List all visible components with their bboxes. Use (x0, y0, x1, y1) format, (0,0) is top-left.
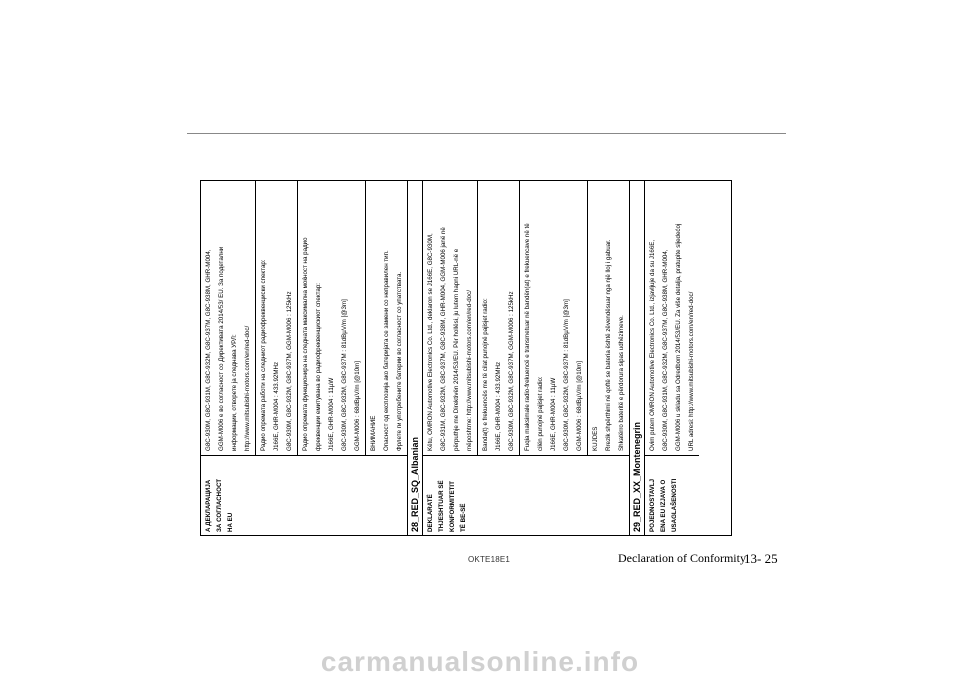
mk-body (201, 181, 407, 455)
text-line: GGM-M006 е во согласност со Директивата 2014/53/ EU. За подетални (218, 246, 225, 451)
sq-row (422, 181, 629, 535)
label-line: USAGLAŠENOSTI (671, 478, 678, 532)
label-line: THJESHTUAR SË (438, 480, 445, 532)
header-rule (187, 133, 786, 134)
text-line: J166E, GHR-M004 : 11µW (328, 377, 335, 451)
text-line: G8C-930M, G8C-931M, G8C-932M, G8C-937M, G8C-938M, GHR-M004, (205, 249, 212, 451)
mk-cell-caution (365, 181, 407, 455)
mk-cell-power (297, 181, 365, 455)
label-line: POJEDNOSTAVLJ (649, 478, 656, 532)
text-line: Banda(t) e frekuencës me të cilat punojnë pajisjet radio: (482, 298, 489, 451)
text-line: J166E, GHR-M004 : 433.92MHz (495, 361, 502, 451)
label-line: TË BE-SË (460, 503, 467, 532)
text-line: G8C-930M, G8C-932M, G8C-937M : 81dBµV/m [@3m] (341, 299, 348, 451)
text-line: G8C-930M, G8C-932M, G8C-937M, GGM-M006 : 125kHz (286, 291, 293, 451)
me-heading: 29_RED_XX_Montenegrin (629, 181, 644, 535)
text-line: G8C-930M, G8C-932M, G8C-937M, GGM-M006 : 125kHz (508, 291, 515, 451)
me-label (645, 455, 699, 535)
text-line: Ovim putem OMRON Automotive Electronics Co. Ltd., izjavljuje da su J166E, (649, 239, 656, 451)
mk-cell-declaration (201, 181, 255, 455)
text-line: G8C-930M, G8C-932M, G8C-937M : 81dBµV/m [@3m] (563, 299, 570, 451)
text-line: ВНИМАНИЕ (370, 415, 377, 451)
rotated-declaration-table (200, 180, 732, 536)
mk-row (201, 181, 407, 535)
text-line: përputhje me Direktivën 2014/53/EU. Për hollësi, ju lutem hapni URL-në e (453, 248, 460, 451)
watermark-text: carmanualsonline.info (320, 646, 640, 677)
text-line: GGM-M006 : 68dBµV/m [@10m] (354, 361, 361, 451)
label-line: А ДЕКЛАРАЦИЈА (205, 479, 212, 532)
text-line: http://www.mitsubishi-motors.com/en/red-doc/ (244, 325, 251, 451)
text-line: Радио опремата функционира на следната максимална моќност на радио (302, 237, 309, 451)
me-cell-declaration (645, 181, 699, 455)
mk-label (201, 455, 407, 535)
label-line: ENA EU IZJAVA O (660, 479, 667, 532)
text-line: GGM-M006 u skladu sa Odredbom 2014/53/EU. Za više detalja, pratupite sljedećoj (675, 223, 682, 451)
sq-cell-declaration (423, 181, 477, 455)
declaration-table (200, 180, 732, 536)
mk-cell-frequency (255, 181, 297, 455)
label-line: ЗА СОГЛАСНОСТ (216, 478, 223, 532)
text-line: фреквенции емитувана во радиофреквенцискиот спектар: (315, 283, 322, 451)
sq-label (423, 455, 629, 535)
text-line: Fuqia maksimale radio-frekuencë e transmetuar në bandën(at) e frekuencave në të (524, 223, 531, 451)
text-line: Shkatërro bateritë e përdorura sipas udhëzimeve. (618, 315, 625, 451)
text-line: G8C-931M, G8C-932M, G8C-937M, G8C-938M, GHR-M004, GGM-M006 janë në (440, 227, 447, 451)
text-line: Радио опремата работи на следниот радиофреквенциски спектар: (260, 259, 267, 451)
document-code: OKTE18E1 (468, 555, 511, 564)
text-line: информации, отворете ја следнава УРЛ: (231, 334, 238, 451)
text-line: G8C-930M, G8C-931M, G8C-932M, G8C-937M, G8C-938M, GHR-M004, (662, 249, 669, 451)
sq-cell-caution (587, 181, 629, 455)
text-line: J166E, GHR-M004 : 11µW (550, 377, 557, 451)
sq-cell-frequency (477, 181, 519, 455)
text-line: GGM-M006 : 68dBµV/m [@10m] (576, 361, 583, 451)
sq-body (423, 181, 629, 455)
text-line: cilën punojnë pajisjet radio: (537, 376, 544, 451)
text-line: Rrezik shpërthimi në qoftë se bateria është zëvendësuar nga një lloj i gabuar. (605, 239, 612, 451)
text-line: Këtu, OMRON Automotive Electronics Co. Ltd., deklaron se J166E, G8C-930M, (427, 233, 434, 451)
sq-heading: 28_RED_SQ_Albanian (407, 181, 422, 535)
text-line: J166E, GHR-M004 : 433.92MHz (273, 361, 280, 451)
text-line: URL adresi: http://www.mitsubishi-motors.com/en/red-doc/ (688, 291, 695, 451)
me-row (644, 181, 699, 535)
footer-title: Declaration of Conformity (618, 551, 746, 565)
page-number: 13- 25 (744, 551, 778, 566)
label-line: DEKLARATË (427, 494, 434, 532)
text-line: mëposhtme: http://www.mitsubishi-motors.com/en/red-doc/ (466, 290, 473, 451)
text-line: Фрлете ги употребените батерии во согласност со упатствата. (396, 271, 403, 451)
sq-cell-power (519, 181, 587, 455)
me-body (645, 181, 699, 455)
text-line: Опасност од експлозија ако батеријата се замени со неправилен тип. (383, 250, 390, 451)
label-line: НА EU (227, 512, 234, 532)
label-line: KONFORMITETIT (449, 481, 456, 532)
text-line: KUJDES (592, 426, 599, 451)
